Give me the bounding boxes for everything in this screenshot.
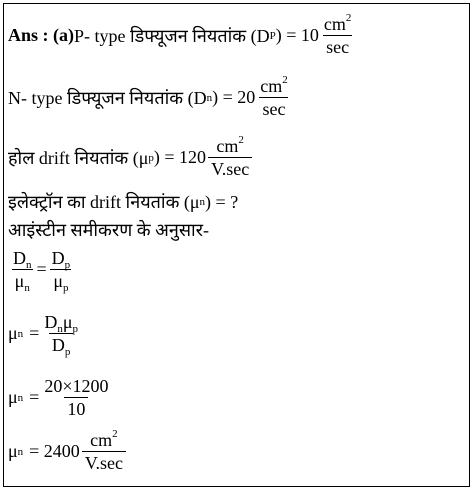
n-diffusion-unit — [257, 76, 291, 119]
ratio-eq: = — [36, 259, 47, 279]
answer-label: Ans : (a) — [8, 25, 74, 45]
sub-lhs: μ — [8, 387, 18, 407]
unit-num: cm — [323, 14, 346, 34]
mu-eq: = — [29, 323, 40, 343]
equation-result: μ n = 2400 $\frac{cm^2}{V.\sec}$ — [8, 430, 128, 473]
line-hole-drift: होल drift नियतांक (μ p ) = 120 $\frac{cm^2}{V.\sec}$ — [8, 136, 254, 179]
result-unit-den: V.sec — [82, 451, 126, 473]
unit-sup: 2 — [345, 12, 352, 24]
equation-substitution: μ n = $\frac{20\times 1200}{10}$ — [8, 376, 113, 419]
unit-den: sec — [323, 35, 352, 57]
hole-drift-eq: ) = 120 — [153, 147, 207, 167]
result-lhs: μ — [8, 441, 18, 461]
line-n-diffusion: N- type डिफ्यूजन नियतांक (D n ) = 20 $\frac{cm^2}{\sec}$ — [8, 76, 293, 119]
electron-drift-text: इलेक्ट्रॉन का drift नियतांक (μ — [8, 192, 200, 212]
p-diffusion-eq: ) = 10 — [275, 25, 319, 45]
ratio-right-num-sub: p — [64, 259, 71, 271]
mu-num-mu-sub: p — [72, 323, 78, 335]
line-einstein — [8, 218, 209, 242]
mu-den-sub: p — [64, 346, 71, 358]
ratio-left-num-sub: n — [26, 259, 32, 271]
unit-num: cm — [216, 136, 239, 156]
sub-eq: = — [29, 387, 40, 407]
equation-ratio — [8, 248, 75, 294]
substitution-num: 20×1200 — [44, 376, 109, 396]
result-eq: = 2400 — [29, 441, 80, 461]
line-electron-drift: इलेक्ट्रॉन का drift नियतांक (μ n ) = ? — [8, 191, 239, 212]
unit-sup: 2 — [282, 74, 288, 86]
ratio-left — [10, 248, 35, 294]
result-unit-num: cm — [90, 430, 113, 450]
ratio-right-den-sub: p — [62, 282, 69, 294]
ratio-left-den: μ — [14, 271, 25, 291]
unit-num: cm — [260, 76, 283, 96]
unit-den: V.sec — [208, 157, 252, 179]
result-unit — [82, 430, 126, 473]
hole-drift-unit — [208, 136, 252, 179]
substitution-den: 10 — [64, 397, 88, 419]
ratio-left-num: D — [13, 248, 26, 268]
einstein-text: आइंस्टीन समीकरण के अनुसार- — [8, 220, 210, 240]
p-diffusion-unit — [321, 14, 355, 57]
line-p-diffusion: Ans : (a) P- type डिफ्यूजन नियतांक (D P ) = 10 $\frac{cm^2}{\sec}$ — [8, 14, 356, 57]
mu-num-d-sub: n — [57, 323, 63, 335]
mu-num-mu: μ — [62, 312, 73, 332]
p-diffusion-text: P- type डिफ्यूजन नियतांक (D — [74, 25, 270, 46]
ratio-right-num: D — [51, 248, 65, 268]
ratio-right — [49, 248, 74, 294]
unit-sup: 2 — [238, 134, 244, 146]
ratio-left-den-sub: n — [24, 282, 30, 294]
substitution-frac — [41, 376, 111, 419]
electron-drift-eq: ) = ? — [205, 191, 239, 212]
unit-den: sec — [259, 97, 288, 119]
hole-drift-text: होल drift नियतांक (μ — [8, 147, 149, 168]
equation-mu-formula: μ n = $\frac{D_n\mu_p}{D_p}$ — [8, 312, 83, 355]
mu-den: D — [51, 335, 65, 355]
n-diffusion-eq: ) = 20 — [212, 87, 256, 107]
mu-num-d: D — [44, 312, 58, 332]
ratio-right-den: μ — [53, 271, 63, 291]
mu-lhs: μ — [8, 323, 18, 343]
n-diffusion-text: N- type डिफ्यूजन नियतांक (D — [8, 87, 207, 108]
result-unit-sup: 2 — [112, 428, 118, 440]
